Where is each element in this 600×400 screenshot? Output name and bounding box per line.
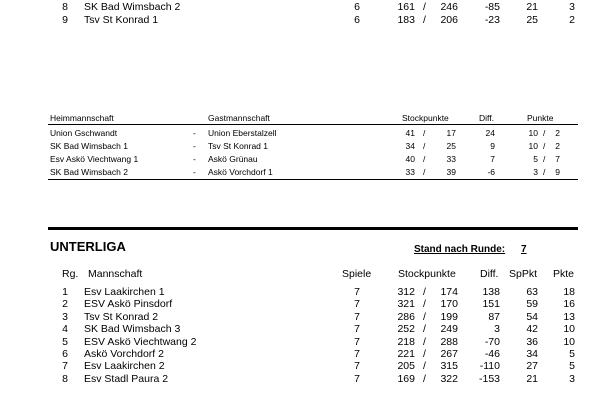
difference: -6 <box>487 167 495 177</box>
points-against: 199 <box>440 310 458 323</box>
games: 7 <box>354 323 360 336</box>
difference: 138 <box>482 286 500 298</box>
points-against: 315 <box>440 360 458 373</box>
pkte: 5 <box>569 348 575 360</box>
header-pkte: Pkte <box>553 268 575 280</box>
stand-label: Stand nach Runde: <box>414 244 506 255</box>
points-away: 2 <box>555 128 560 138</box>
points-away: 7 <box>555 154 560 164</box>
separator: / <box>423 1 426 13</box>
home-team: SK Bad Wimsbach 2 <box>50 167 128 177</box>
separator: / <box>423 298 426 311</box>
points-separator: / <box>543 141 546 151</box>
sp-pkt: 25 <box>526 14 538 26</box>
pkte: 10 <box>563 323 575 336</box>
results-footer-rule <box>48 179 578 180</box>
games: 7 <box>354 360 360 373</box>
away-team: Union Eberstalzell <box>208 128 277 138</box>
points-against: 322 <box>440 372 458 385</box>
stock-home: 33 <box>405 167 415 177</box>
pkte: 3 <box>569 1 575 13</box>
rank: 9 <box>62 14 68 26</box>
stock-home: 40 <box>405 154 415 164</box>
header-home: Heimmannschaft <box>50 113 114 123</box>
home-team: Union Gschwandt <box>50 128 118 138</box>
points-home: 10 <box>528 128 538 138</box>
games: 6 <box>354 14 360 26</box>
pkte: 5 <box>569 360 575 373</box>
separator: / <box>423 360 426 373</box>
points-for: 183 <box>397 14 415 26</box>
team-name: ESV Askö Pinsdorf <box>84 298 173 311</box>
pkte: 16 <box>563 298 575 311</box>
points-against: 288 <box>440 335 458 348</box>
separator: / <box>423 323 426 336</box>
points-for: 169 <box>397 372 415 385</box>
team-name: Esv Laakirchen 2 <box>84 360 165 373</box>
points-against: 206 <box>440 14 458 26</box>
stock-away: 25 <box>446 141 456 151</box>
points-home: 3 <box>533 167 538 177</box>
rank: 1 <box>62 286 68 298</box>
separator: / <box>423 154 426 164</box>
stock-home: 34 <box>405 141 415 151</box>
points-for: 312 <box>397 286 415 298</box>
points-against: 246 <box>440 1 458 13</box>
separator: / <box>423 286 426 298</box>
team-name: Askö Vorchdorf 2 <box>84 348 164 360</box>
pkte: 18 <box>563 286 575 298</box>
stock-away: 17 <box>446 128 456 138</box>
points-away: 2 <box>555 141 560 151</box>
sp-pkt: 42 <box>526 323 538 336</box>
rank: 8 <box>62 1 68 13</box>
games: 7 <box>354 348 360 360</box>
separator: / <box>423 310 426 323</box>
difference: 151 <box>482 298 500 311</box>
dash: - <box>193 128 196 138</box>
games: 7 <box>354 298 360 311</box>
difference: -110 <box>479 360 500 373</box>
header-stockpunkte: Stockpunkte <box>402 113 449 123</box>
team-name: SK Bad Wimsbach 2 <box>84 1 181 13</box>
results-header-rule <box>48 124 578 125</box>
difference: -153 <box>478 372 500 385</box>
round-number: 7 <box>521 244 527 255</box>
separator: / <box>423 14 426 26</box>
games: 7 <box>354 286 360 298</box>
rank: 7 <box>62 360 68 373</box>
points-separator: / <box>543 154 546 164</box>
stock-away: 39 <box>446 167 456 177</box>
points-home: 10 <box>528 141 538 151</box>
sp-pkt: 63 <box>526 286 538 298</box>
games: 7 <box>354 335 360 348</box>
games: 7 <box>354 310 360 323</box>
difference: 3 <box>494 323 500 336</box>
games: 6 <box>354 1 360 13</box>
sp-pkt: 54 <box>526 310 538 323</box>
sp-pkt: 36 <box>526 335 538 348</box>
header-points: Punkte <box>527 113 554 123</box>
points-against: 170 <box>440 298 458 311</box>
header-diff: Diff. <box>480 268 499 280</box>
points-against: 174 <box>440 286 458 298</box>
sp-pkt: 21 <box>526 372 538 385</box>
dash: - <box>193 141 196 151</box>
points-for: 252 <box>397 323 415 336</box>
difference: 24 <box>485 128 495 138</box>
pkte: 10 <box>563 335 575 348</box>
team-name: Esv Stadl Paura 2 <box>84 372 169 385</box>
header-away: Gastmannschaft <box>208 113 270 123</box>
points-for: 218 <box>397 335 415 348</box>
difference: 9 <box>490 141 495 151</box>
rank: 6 <box>62 348 68 360</box>
separator: / <box>423 372 426 385</box>
difference: -70 <box>484 335 500 348</box>
separator: / <box>423 141 426 151</box>
header-games: Spiele <box>342 268 372 280</box>
header-stockpunkte: Stockpunkte <box>398 268 456 280</box>
stock-away: 33 <box>446 154 456 164</box>
team-name: Tsv St Konrad 1 <box>84 14 159 26</box>
separator: / <box>423 128 426 138</box>
points-for: 321 <box>397 298 415 311</box>
difference: -85 <box>484 1 500 13</box>
header-rank: Rg. <box>62 268 79 280</box>
pkte: 13 <box>563 310 575 323</box>
header-diff: Diff. <box>479 113 494 123</box>
sp-pkt: 59 <box>526 298 538 311</box>
separator: / <box>423 348 426 360</box>
rank: 3 <box>62 310 68 323</box>
difference: -23 <box>484 14 500 26</box>
away-team: Askö Vorchdorf 1 <box>208 167 273 177</box>
pkte: 2 <box>569 14 575 26</box>
difference: -46 <box>484 348 500 360</box>
team-name: Esv Laakirchen 1 <box>84 286 165 298</box>
rank: 2 <box>62 298 68 311</box>
home-team: SK Bad Wimsbach 1 <box>50 141 128 151</box>
section-divider <box>48 227 578 230</box>
team-name: SK Bad Wimsbach 3 <box>84 323 181 336</box>
separator: / <box>423 335 426 348</box>
team-name: Tsv St Konrad 2 <box>84 310 159 323</box>
points-for: 161 <box>397 1 415 13</box>
away-team: Tsv St Konrad 1 <box>208 141 269 151</box>
pkte: 3 <box>569 372 575 385</box>
points-for: 286 <box>397 310 415 323</box>
rank: 8 <box>62 372 68 385</box>
dash: - <box>193 167 196 177</box>
points-for: 221 <box>397 348 415 360</box>
header-team: Mannschaft <box>88 268 143 280</box>
rank: 5 <box>62 335 68 348</box>
sp-pkt: 34 <box>526 348 538 360</box>
games: 7 <box>354 372 360 385</box>
points-separator: / <box>543 167 546 177</box>
points-against: 249 <box>440 323 458 336</box>
difference: 87 <box>488 310 500 323</box>
dash: - <box>193 154 196 164</box>
points-separator: / <box>543 128 546 138</box>
separator: / <box>423 167 426 177</box>
sp-pkt: 21 <box>526 1 538 13</box>
points-against: 267 <box>440 348 458 360</box>
away-team: Askö Grünau <box>208 154 258 164</box>
points-for: 205 <box>397 360 415 373</box>
stock-home: 41 <box>405 128 415 138</box>
points-home: 5 <box>533 154 538 164</box>
header-sp-pkt: SpPkt <box>509 268 538 280</box>
sp-pkt: 27 <box>526 360 538 373</box>
difference: 7 <box>490 154 495 164</box>
rank: 4 <box>62 323 68 336</box>
home-team: Esv Askö Viechtwang 1 <box>50 154 139 164</box>
points-away: 9 <box>555 167 560 177</box>
section-title: UNTERLIGA <box>50 239 126 254</box>
team-name: ESV Askö Viechtwang 2 <box>84 335 197 348</box>
